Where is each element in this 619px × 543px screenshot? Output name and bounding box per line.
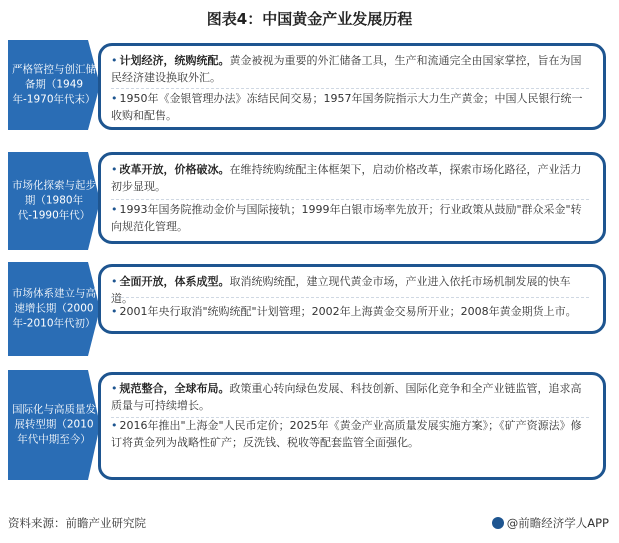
list-item	[111, 273, 589, 307]
stage-card-2	[98, 152, 606, 244]
list-item	[111, 90, 589, 124]
item-text: 2016年推出"上海金"人民币定价；2025年《黄金产业高质量发展实施方案》；《矿产资源法》修订将黄金列为战略性矿产；反洗钱、税收等配套监管全面强化。	[111, 419, 582, 449]
bullet-icon: •	[111, 382, 118, 395]
stage-label-4	[8, 370, 98, 480]
source-note: 资料来源：前瞻产业研究院	[8, 516, 146, 530]
list-item	[111, 161, 589, 195]
list-item	[111, 417, 589, 451]
stage-label-text: 市场体系建立与高速增长期（2000年-2010年代初）	[12, 287, 96, 330]
divider	[111, 199, 589, 200]
bullet-icon: •	[111, 305, 118, 318]
item-text: 1950年《金银管理办法》冻结民间交易；1957年国务院指示大力生产黄金；中国人民银行统一收购和配售。	[111, 92, 583, 122]
item-text: 取消统购统配，建立现代黄金市场，产业进入依托市场机制发展的快车道。	[111, 275, 571, 305]
item-text: 2001年央行取消"统购统配"计划管理；2002年上海黄金交易所开业；2008年黄金期货上市。	[119, 305, 577, 318]
item-heading: 规范整合，全球布局。	[119, 382, 230, 395]
item-heading: 全面开放，体系成型。	[119, 275, 230, 288]
brand-credit	[492, 515, 609, 531]
item-text: 在维持统购统配主体框架下，启动价格改革，探索市场化路径，产业活力初步显现。	[111, 163, 582, 193]
bullet-icon: •	[111, 54, 118, 67]
stage-label-3	[8, 262, 98, 356]
list-item	[111, 303, 589, 320]
bullet-icon: •	[111, 419, 118, 432]
page-title: 图表4：中国黄金产业发展历程	[206, 10, 413, 28]
stage-label-text: 严格管控与创汇储备期（1949年-1970年代末）	[12, 63, 96, 106]
brand-logo-icon	[492, 517, 504, 529]
stage-label-text: 市场化探索与起步期（1980年代-1990年代）	[12, 179, 96, 222]
item-text: 政策重心转向绿色发展、科技创新、国际化竞争和全产业链监管，追求高质量与可持续增长。	[111, 382, 582, 412]
stage-card-3	[98, 264, 606, 334]
brand-text: @前瞻经济学人APP	[506, 516, 609, 530]
stage-card-4	[98, 372, 606, 480]
list-item	[111, 52, 589, 86]
divider	[111, 297, 589, 298]
stage-label-1	[8, 40, 98, 130]
stage-card-1	[98, 43, 606, 130]
list-item	[111, 201, 589, 235]
list-item	[111, 380, 589, 414]
item-heading: 改革开放，价格破冰。	[119, 163, 230, 176]
bullet-icon: •	[111, 275, 118, 288]
item-text: 1993年国务院推动金价与国际接轨；1999年白银市场率先放开；行业政策从鼓励"群众采金"转向规范化管理。	[111, 203, 582, 233]
item-heading: 计划经济，统购统配。	[119, 54, 230, 67]
divider	[111, 88, 589, 89]
item-text: 黄金被视为重要的外汇储备工具，生产和流通完全由国家掌控，旨在为国民经济建设换取外汇。	[111, 54, 582, 84]
stage-label-text: 国际化与高质量发展转型期（2010年代中期至今）	[12, 403, 96, 446]
stage-label-2	[8, 152, 98, 250]
bullet-icon: •	[111, 92, 118, 105]
bullet-icon: •	[111, 203, 118, 216]
bullet-icon: •	[111, 163, 118, 176]
